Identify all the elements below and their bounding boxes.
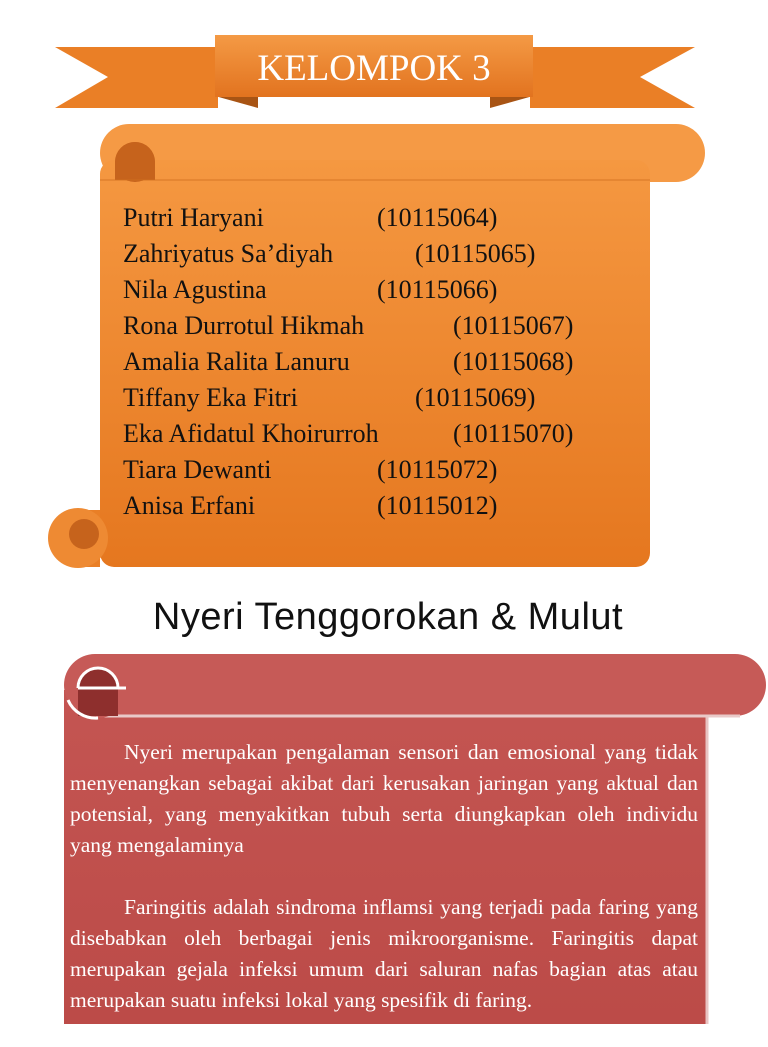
member-id: (10115068) (453, 347, 574, 376)
member-name: Anisa Erfani (123, 491, 256, 520)
member-name: Eka Afidatul Khoirurroh (123, 419, 379, 448)
member-name: Nila Agustina (123, 275, 267, 304)
member-id: (10115012) (377, 491, 498, 520)
member-id: (10115064) (377, 203, 498, 232)
member-id: (10115069) (415, 383, 536, 412)
member-name: Amalia Ralita Lanuru (123, 347, 350, 376)
member-name: Zahriyatus Sa’diyah (123, 239, 334, 268)
member-id: (10115072) (377, 455, 498, 484)
member-id: (10115067) (453, 311, 574, 340)
member-name: Rona Durrotul Hikmah (123, 311, 365, 340)
member-name: Tiara Dewanti (123, 455, 272, 484)
member-name: Putri Haryani (123, 203, 264, 232)
member-id: (10115070) (453, 419, 574, 448)
member-name: Tiffany Eka Fitri (123, 383, 298, 412)
banner-title: KELOMPOK 3 (257, 48, 491, 89)
content-text (70, 737, 698, 1047)
section-title: Nyeri Tenggorokan & Mulut (152, 596, 624, 638)
paragraph-definition: Nyeri merupakan pengalaman sensori dan emosional yang tidak menyenangkan sebagai akibat dari kerusakan jaringan yang aktual dan potensial, yang menyakitkan tubuh serta diungkapkan oleh individu yang mengalaminya (70, 740, 698, 857)
paragraph-faringitis: Faringitis adalah sindroma inflamsi yang terjadi pada faring yang disebabkan oleh berbagai jenis mikroorganisme. Faringitis dapat merupakan gejala infeksi umum dari saluran nafas bagian atas atau merupakan suatu infeksi lokal yang spesifik di faring. (70, 895, 698, 1012)
member-id: (10115065) (415, 239, 536, 268)
member-id: (10115066) (377, 275, 498, 304)
